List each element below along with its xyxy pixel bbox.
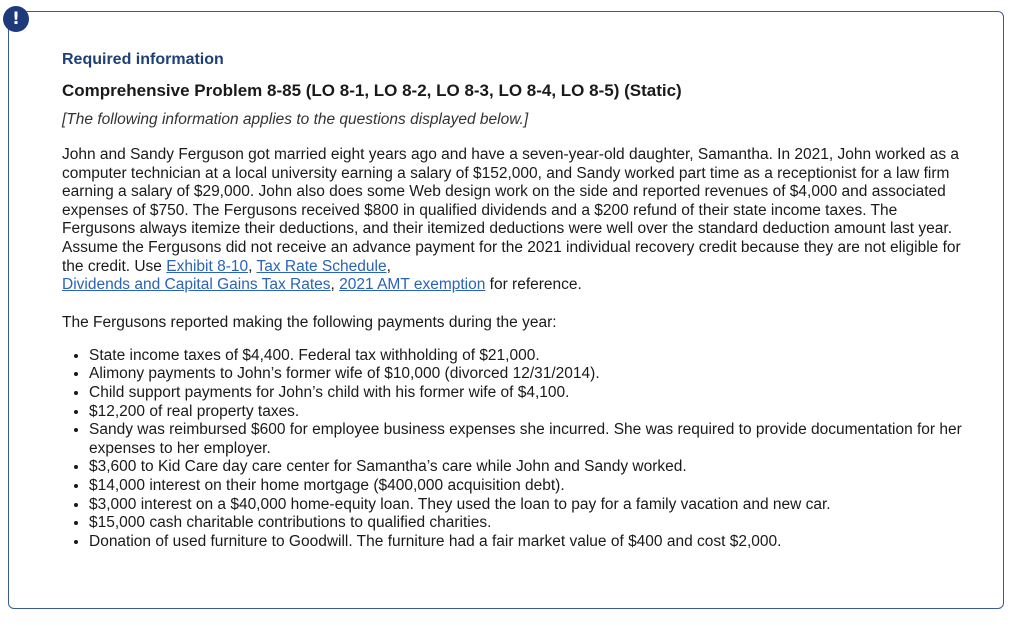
scenario-suffix: for reference. xyxy=(485,276,582,294)
separator: , xyxy=(248,257,257,275)
list-item: • Donation of used furniture to Goodwill. The furniture had a fair market value of $400 and cost $2,000. xyxy=(89,533,962,552)
panel-content xyxy=(62,50,962,551)
information-panel xyxy=(8,11,1004,609)
tax-rate-schedule-link[interactable]: Tax Rate Schedule xyxy=(256,257,387,275)
list-item: • $3,000 interest on a $40,000 home-equity loan. They used the loan to pay for a family vacation and new car. xyxy=(89,496,962,515)
scenario-text: John and Sandy Ferguson got married eight years ago and have a seven-year-old daughter, Samantha. In 2021, John worked as a computer technician at a local university earning a salary of $152,000, and Sandy worked part time as a receptionist for a law firm earning a salary of $29,000. John also does some Web design work on the side and reported revenues of $4,000 and associated expenses of $750. The Fergusons received $800 in qualified dividends and a $200 refund of their state income taxes. The Fergusons always itemize their deductions, and their itemized deductions were well over the standard deduction amount last year. Assume the Fergusons did not receive an advance payment for the 2021 individual recovery credit because they are not eligible for the credit. Use xyxy=(62,146,961,275)
list-item: • $15,000 cash charitable contributions to qualified charities. xyxy=(89,514,962,533)
list-item: • Child support payments for John’s child with his former wife of $4,100. xyxy=(89,384,962,403)
dividends-capital-gains-rates-link[interactable]: Dividends and Capital Gains Tax Rates xyxy=(62,276,331,294)
problem-title: Comprehensive Problem 8-85 (LO 8-1, LO 8-2, LO 8-3, LO 8-4, LO 8-5) (Static) xyxy=(62,81,682,100)
payments-list xyxy=(62,347,962,552)
alert-icon: ! xyxy=(3,6,29,32)
separator: , xyxy=(386,257,391,275)
scenario-paragraph xyxy=(62,146,962,295)
amt-exemption-link[interactable]: 2021 AMT exemption xyxy=(339,276,486,294)
list-item: • Sandy was reimbursed $600 for employee business expenses she incurred. She was required to provide documentation for her expenses to her employer. xyxy=(89,421,962,458)
separator: , xyxy=(330,276,340,294)
payments-intro: The Fergusons reported making the following payments during the year: xyxy=(62,313,557,331)
list-item: • Alimony payments to John’s former wife of $10,000 (divorced 12/31/2014). xyxy=(89,365,962,384)
intro-note: [The following information applies to the questions displayed below.] xyxy=(62,111,529,128)
exhibit-8-10-link[interactable]: Exhibit 8-10 xyxy=(166,257,249,275)
list-item: • $3,600 to Kid Care day care center for Samantha’s care while John and Sandy worked. xyxy=(89,458,962,477)
required-information-heading: Required information xyxy=(62,51,224,68)
list-item: • $12,200 of real property taxes. xyxy=(89,403,962,422)
list-item: • State income taxes of $4,400. Federal tax withholding of $21,000. xyxy=(89,347,962,366)
list-item: • $14,000 interest on their home mortgage ($400,000 acquisition debt). xyxy=(89,477,962,496)
